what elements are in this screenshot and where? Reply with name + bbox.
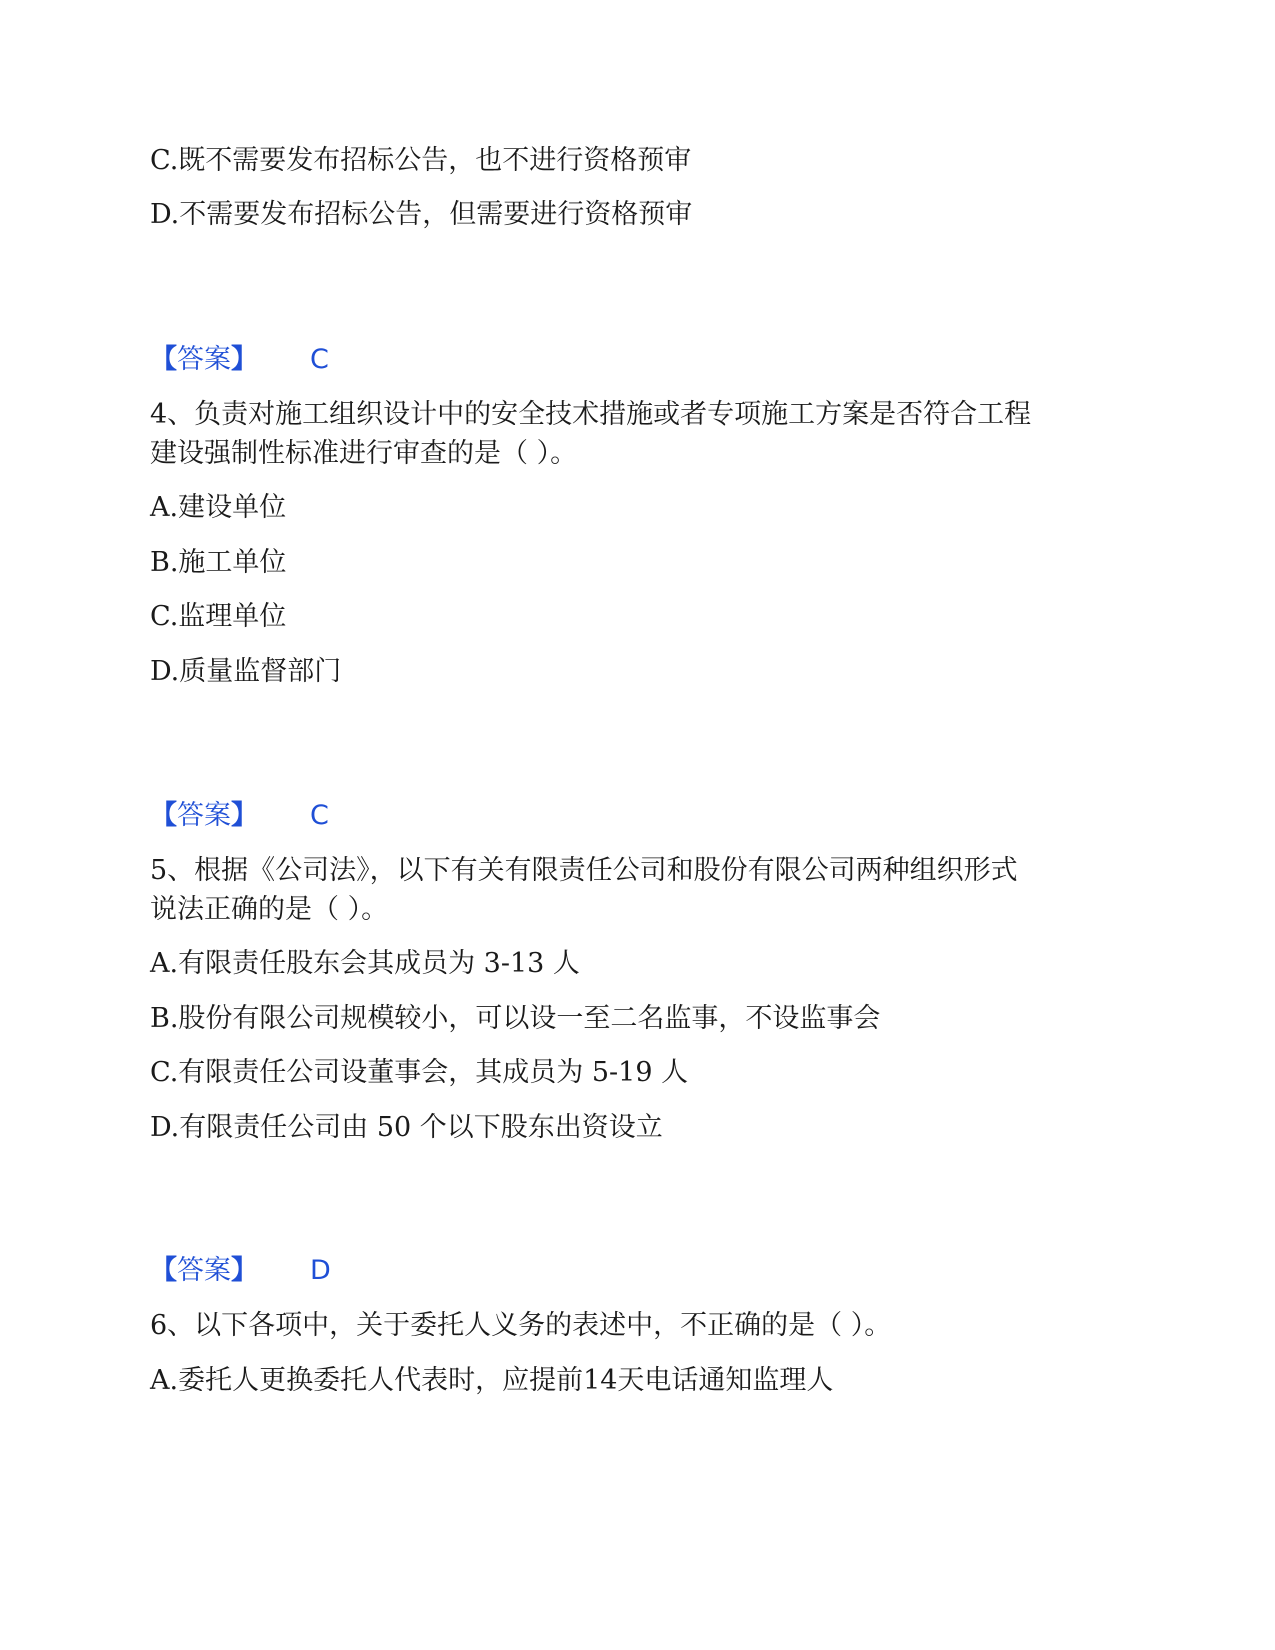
q5-answer [150, 1257, 331, 1284]
answer-label: 答案 [177, 1255, 231, 1286]
q3-answer [150, 346, 329, 373]
answer-label: 答案 [177, 344, 231, 375]
answer-value: D [310, 1255, 331, 1286]
q4-stem-line2: 建设强制性标准进行审查的是（ ）。 [150, 438, 578, 469]
q4-option-a: A.建设单位 [150, 492, 287, 523]
answer-open-bracket: 【 [150, 1255, 177, 1286]
q5-option-b: B.股份有限公司规模较小，可以设一至二名监事，不设监事会 [150, 1003, 881, 1034]
answer-value: C [310, 800, 329, 831]
answer-close-bracket: 】 [231, 800, 258, 831]
answer-value: C [310, 344, 329, 375]
answer-label: 答案 [177, 800, 231, 831]
q6-stem-line1: 6、以下各项中，关于委托人义务的表述中，不正确的是（ ）。 [150, 1310, 892, 1341]
q5-option-c: C.有限责任公司设董事会，其成员为 5-19 人 [150, 1057, 689, 1088]
q3-option-c: C.既不需要发布招标公告，也不进行资格预审 [150, 145, 692, 176]
q5-option-d: D.有限责任公司由 50 个以下股东出资设立 [150, 1112, 663, 1143]
q5-stem-line2: 说法正确的是（ ）。 [150, 894, 389, 925]
q5-stem-line1: 5、根据《公司法》，以下有关有限责任公司和股份有限公司两种组织形式 [150, 855, 1018, 886]
answer-close-bracket: 】 [231, 344, 258, 375]
q5-option-a: A.有限责任股东会其成员为 3-13 人 [150, 948, 580, 979]
answer-open-bracket: 【 [150, 344, 177, 375]
answer-close-bracket: 】 [231, 1255, 258, 1286]
q4-stem-line1: 4、负责对施工组织设计中的安全技术措施或者专项施工方案是否符合工程 [150, 399, 1032, 430]
q3-option-d: D.不需要发布招标公告，但需要进行资格预审 [150, 199, 693, 230]
q6-option-a: A.委托人更换委托人代表时，应提前14天电话通知监理人 [150, 1365, 834, 1396]
q4-option-c: C.监理单位 [150, 601, 287, 632]
q4-option-d: D.质量监督部门 [150, 656, 342, 687]
answer-open-bracket: 【 [150, 800, 177, 831]
q4-option-b: B.施工单位 [150, 547, 287, 578]
q4-answer [150, 802, 329, 829]
